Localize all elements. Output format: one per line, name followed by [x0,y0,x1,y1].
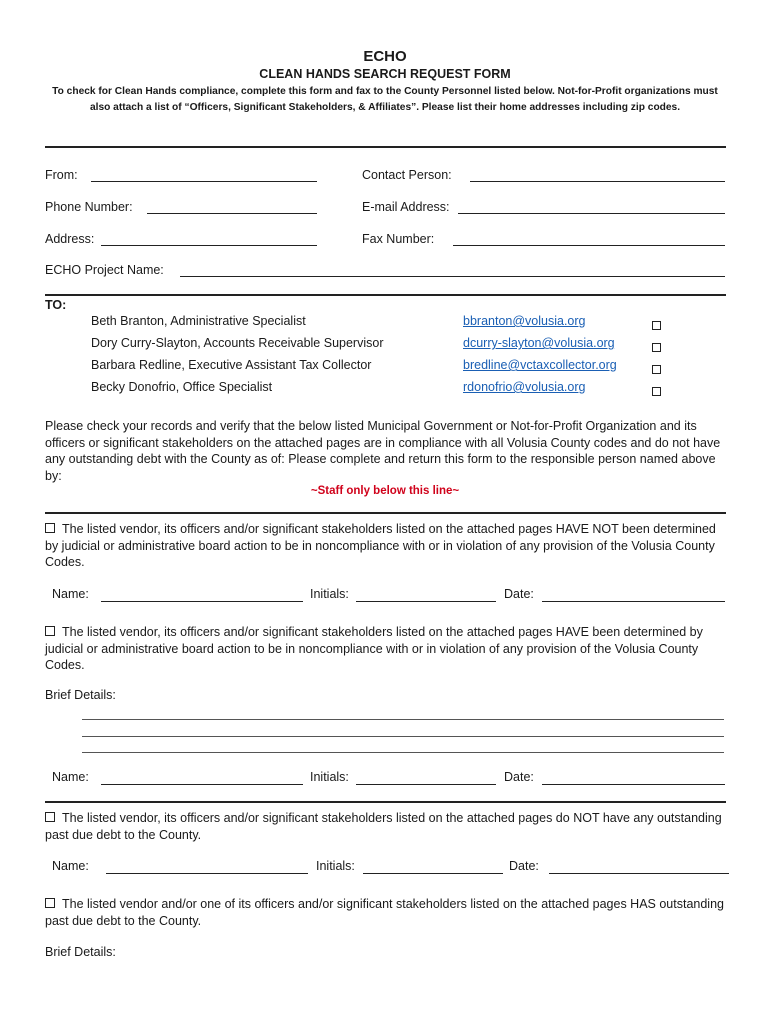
option-checkbox[interactable] [45,523,55,533]
name-label: Name: [52,859,89,873]
recipient-name: Dory Curry-Slayton, Accounts Receivable Supervisor [91,336,384,350]
recipient-name: Beth Branton, Administrative Specialist [91,314,306,328]
staff-divider [45,512,726,514]
name-field[interactable] [101,784,303,785]
recipient-email-link[interactable]: rdonofrio@volusia.org [463,380,586,394]
option-text: The listed vendor, its officers and/or significant stakeholders listed on the attached pages HAVE been determined by judicial or administrative board action to be in noncompliance with or in violation of any provision of the Volusia County Codes. [45,625,703,672]
name-field[interactable] [106,873,308,874]
from-label: From: [45,168,78,182]
brief-details-line[interactable] [82,719,724,720]
form-instructions: To check for Clean Hands compliance, complete this form and fax to the County Personnel listed below. Not-for-Profit organizations must also attach a list of “Officers, Significant Stakeholders, & Affiliates”. Please list their home addresses including zip codes. [52,86,718,113]
brief-details-label: Brief Details: [45,688,116,702]
section-divider [45,801,726,803]
option-text: The listed vendor, its officers and/or significant stakeholders listed on the attached pages HAVE NOT been determined by judicial or administrative board action to be in noncompliance with or in violation of any provision of the Volusia County Codes. [45,522,716,569]
request-paragraph: Please check your records and verify that the below listed Municipal Government or Not-for-Profit Organization and its officers or significant stakeholders on the attached pages are in compliance with all Volusia County codes and do not have any outstanding debt with the County as of: Please complete and return this form to the responsible person named above by: [45,419,721,483]
recipient-email-link[interactable]: bbranton@volusia.org [463,314,586,328]
project-name-field[interactable] [180,276,725,277]
initials-field[interactable] [356,601,496,602]
to-label: TO: [45,298,67,312]
phone-label: Phone Number: [45,200,133,214]
initials-field[interactable] [363,873,503,874]
option-checkbox[interactable] [45,812,55,822]
form-subtitle: CLEAN HANDS SEARCH REQUEST FORM [259,67,511,81]
option-text: The listed vendor, its officers and/or significant stakeholders listed on the attached pages do NOT have any outstanding past due debt to the County. [45,811,722,842]
initials-label: Initials: [310,587,349,601]
recipient-name: Becky Donofrio, Office Specialist [91,380,273,394]
contact-person-label: Contact Person: [362,168,452,182]
date-field[interactable] [542,784,725,785]
contact-divider [45,294,726,296]
recipient-checkbox[interactable] [652,387,661,396]
brief-details-line[interactable] [82,752,724,753]
recipient-checkbox[interactable] [652,365,661,374]
email-label: E-mail Address: [362,200,450,214]
option-checkbox[interactable] [45,626,55,636]
recipient-email-link[interactable]: dcurry-slayton@volusia.org [463,336,615,350]
date-field[interactable] [542,601,725,602]
option-checkbox[interactable] [45,898,55,908]
fax-field[interactable] [453,245,725,246]
phone-field[interactable] [147,213,317,214]
option-no-past-due-debt [45,810,725,843]
email-field[interactable] [458,213,725,214]
fax-label: Fax Number: [362,232,435,246]
option-have-not-noncompliance [45,521,725,571]
contact-person-field[interactable] [470,181,725,182]
initials-label: Initials: [316,859,355,873]
option-have-noncompliance [45,624,725,674]
brief-details-label: Brief Details: [45,945,116,959]
name-label: Name: [52,587,89,601]
brief-details-line[interactable] [82,736,724,737]
from-field[interactable] [91,181,317,182]
option-text: The listed vendor and/or one of its officers and/or significant stakeholders listed on the attached pages HAS outstanding past due debt to the County. [45,897,724,928]
date-label: Date: [504,587,534,601]
address-field[interactable] [101,245,317,246]
date-label: Date: [509,859,539,873]
address-label: Address: [45,232,95,246]
staff-only-notice: ~Staff only below this line~ [310,485,460,497]
date-label: Date: [504,770,534,784]
header-divider [45,146,726,148]
initials-field[interactable] [356,784,496,785]
recipient-email-link[interactable]: bredline@vctaxcollector.org [463,358,617,372]
option-has-past-due-debt [45,896,725,929]
recipient-checkbox[interactable] [652,321,661,330]
name-label: Name: [52,770,89,784]
initials-label: Initials: [310,770,349,784]
project-name-label: ECHO Project Name: [45,263,164,277]
form-title: ECHO [363,48,407,65]
date-field[interactable] [549,873,729,874]
name-field[interactable] [101,601,303,602]
recipient-checkbox[interactable] [652,343,661,352]
recipient-name: Barbara Redline, Executive Assistant Tax Collector [91,358,372,372]
